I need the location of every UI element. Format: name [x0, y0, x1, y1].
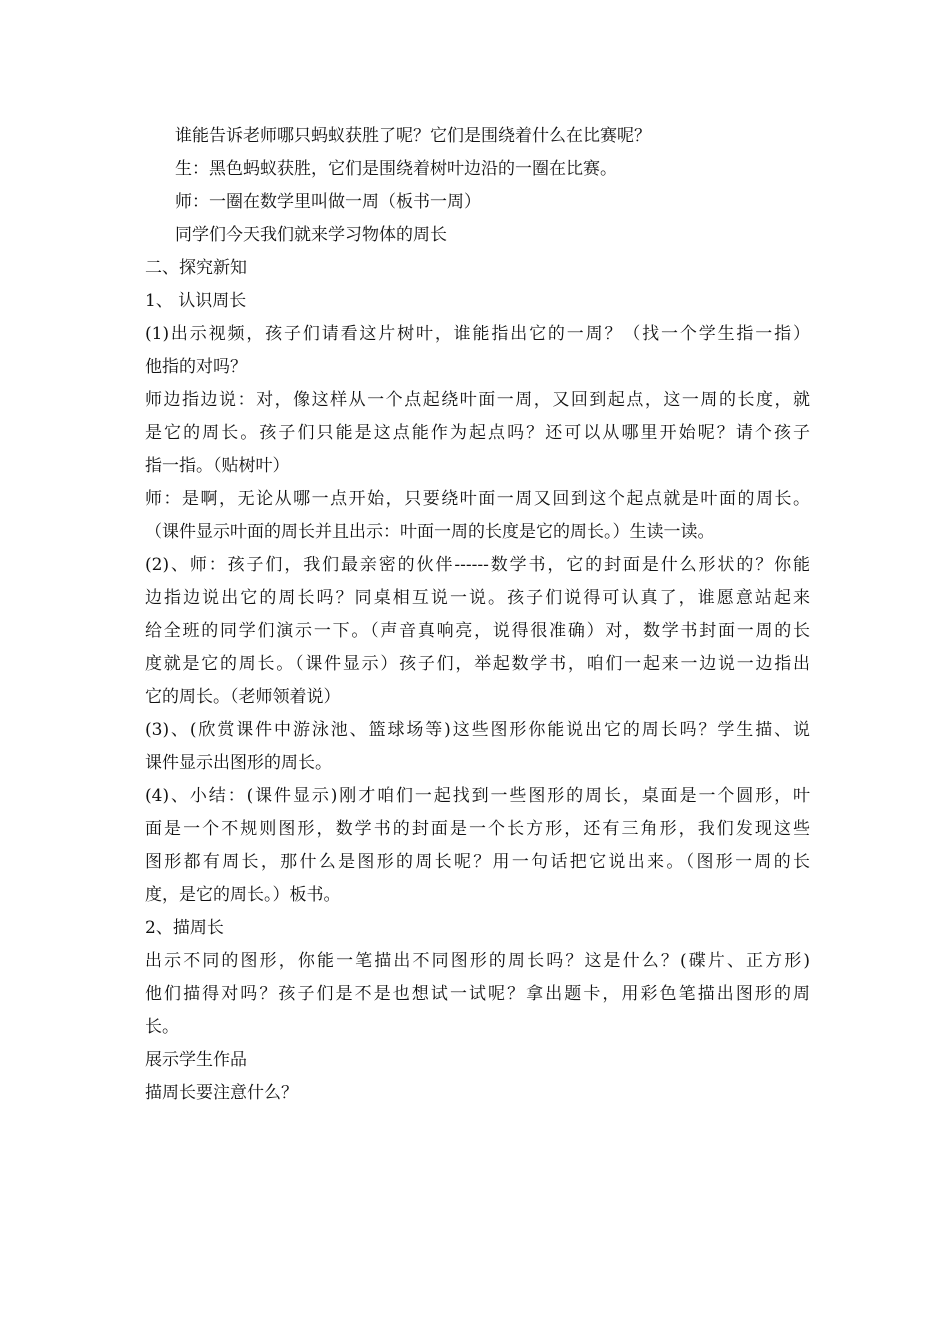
paragraph-line: (3)、(欣赏课件中游泳池、篮球场等)这些图形你能说出它的周长吗？学生描、说	[145, 720, 810, 740]
paragraph-line: 指一指。（贴树叶）	[145, 456, 290, 476]
document-body	[145, 120, 810, 1110]
paragraph-line: 是它的周长。孩子们只能是这点能作为起点吗？还可以从哪里开始呢？请个孩子	[145, 423, 810, 443]
paragraph-line: 边指边说出它的周长吗？同桌相互说一说。孩子们说得可认真了，谁愿意站起来	[145, 588, 810, 608]
paragraph-line: 度，是它的周长。）板书。	[145, 885, 341, 905]
paragraph-line: 师边指边说：对，像这样从一个点起绕叶面一周，又回到起点，这一周的长度，就	[145, 390, 810, 410]
paragraph-line: 出示不同的图形，你能一笔描出不同图形的周长吗？这是什么？(碟片、正方形)	[145, 951, 810, 971]
paragraph-line: 面是一个不规则图形，数学书的封面是一个长方形，还有三角形，我们发现这些	[145, 819, 810, 839]
paragraph-line: 长。	[145, 1017, 179, 1037]
paragraph-line: 生：黑色蚂蚁获胜，它们是围绕着树叶边沿的一圈在比赛。	[175, 159, 617, 179]
paragraph-line: 给全班的同学们演示一下。（声音真响亮，说得很准确）对，数学书封面一周的长	[145, 621, 810, 641]
paragraph-line: （课件显示叶面的周长并且出示：叶面一周的长度是它的周长。）生读一读。	[145, 522, 715, 542]
paragraph-line: 同学们今天我们就来学习物体的周长	[175, 225, 447, 245]
paragraph-line: 描周长要注意什么？	[145, 1083, 298, 1103]
section-heading: 二、探究新知	[145, 258, 247, 278]
paragraph-line: 度就是它的周长。（课件显示）孩子们，举起数学书，咱们一起来一边说一边指出	[145, 654, 810, 674]
paragraph-line: 师：一圈在数学里叫做一周（板书一周）	[175, 192, 481, 212]
paragraph-line: 展示学生作品	[145, 1050, 247, 1070]
paragraph-line: (4)、小结：(课件显示)刚才咱们一起找到一些图形的周长，桌面是一个圆形，叶	[145, 786, 810, 806]
paragraph-line: 他们描得对吗？孩子们是不是也想试一试呢？拿出题卡，用彩色笔描出图形的周	[145, 984, 810, 1004]
paragraph-line: 师：是啊，无论从哪一点开始，只要绕叶面一周又回到这个起点就是叶面的周长。	[145, 489, 810, 509]
subsection-heading: 1、 认识周长	[145, 291, 247, 311]
paragraph-line: 图形都有周长，那什么是图形的周长呢？用一句话把它说出来。（图形一周的长	[145, 852, 810, 872]
paragraph-line: 他指的对吗？	[145, 357, 247, 377]
paragraph-line: (2)、师：孩子们，我们最亲密的伙伴------数学书，它的封面是什么形状的？你能	[145, 555, 810, 575]
paragraph-line: 谁能告诉老师哪只蚂蚁获胜了呢？它们是围绕着什么在比赛呢？	[175, 126, 651, 146]
paragraph-line: 它的周长。（老师领着说）	[145, 687, 341, 707]
subsection-heading: 2、描周长	[145, 918, 224, 938]
paragraph-line: (1)出示视频，孩子们请看这片树叶，谁能指出它的一周？（找一个学生指一指）	[145, 324, 810, 344]
paragraph-line: 课件显示出图形的周长。	[145, 753, 332, 773]
